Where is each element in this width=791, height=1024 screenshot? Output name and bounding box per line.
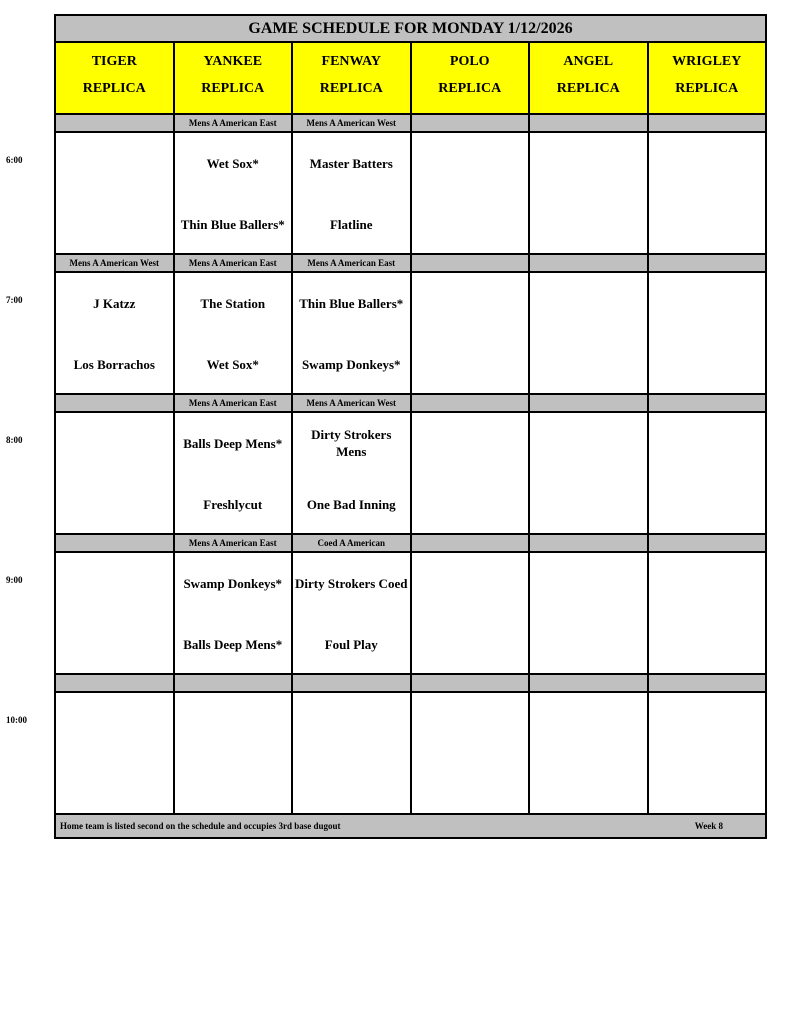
game-cell [175,553,294,673]
home-team: Freshlycut [203,496,263,512]
home-team: Balls Deep Mens* [183,636,283,652]
division-label [649,675,766,691]
division-label [530,255,649,271]
game-row [56,553,765,675]
field-subtitle: REPLICA [319,81,383,96]
division-label: Coed A American [293,535,412,551]
division-label [649,535,766,551]
away-team [530,563,647,603]
game-cell [530,553,649,673]
division-label [530,535,649,551]
home-team [530,204,647,244]
game-cell [412,413,531,533]
game-cell [56,133,175,253]
home-team [175,764,292,804]
away-team [293,703,410,743]
footer-band [56,815,765,837]
division-label: Mens A American West [293,115,412,131]
game-cell [56,553,175,673]
home-team-note: Home team is listed second on the schedule and occupies 3rd base dugout [60,821,341,831]
away-team [412,143,529,183]
away-team: Swamp Donkeys* [183,575,283,591]
game-cell [175,273,294,393]
game-cell [293,693,412,813]
division-row [56,535,765,553]
home-team [412,344,529,384]
game-cell [175,693,294,813]
division-label [293,675,412,691]
division-label [175,675,294,691]
division-label: Mens A American West [56,255,175,271]
game-row [56,413,765,535]
division-label [56,535,175,551]
field-subtitle: REPLICA [82,81,146,96]
home-team: Flatline [329,216,373,232]
field-header-yankee [175,43,294,113]
away-team [412,423,529,463]
home-team [530,484,647,524]
division-label [56,395,175,411]
away-team [530,143,647,183]
division-label: Mens A American West [293,395,412,411]
away-team [649,283,766,323]
home-team [649,344,766,384]
away-team [56,143,173,183]
away-team [649,703,766,743]
division-label: Mens A American East [293,255,412,271]
field-name: POLO [449,54,490,69]
division-label [530,675,649,691]
away-team [412,563,529,603]
division-label: Mens A American East [175,535,294,551]
away-team [530,423,647,463]
away-team: Thin Blue Ballers* [299,295,404,311]
home-team [56,764,173,804]
away-team: The Station [200,295,266,311]
game-row [56,693,765,815]
division-label [649,255,766,271]
away-team [412,283,529,323]
division-label: Mens A American East [175,115,294,131]
game-row [56,133,765,255]
home-team [530,344,647,384]
division-label [649,395,766,411]
division-label [56,115,175,131]
home-team [293,764,410,804]
field-subtitle: REPLICA [675,81,739,96]
field-name: TIGER [91,54,137,69]
home-team: One Bad Inning [306,496,396,512]
away-team [175,703,292,743]
division-label [530,395,649,411]
home-team: Foul Play [324,636,378,652]
division-label [412,535,531,551]
away-team [56,703,173,743]
home-team [56,484,173,524]
away-team: Dirty Strokers Mens [311,427,392,459]
division-label: Mens A American East [175,255,294,271]
away-team [649,423,766,463]
time-label: 7:00 [6,295,23,305]
field-name: YANKEE [203,54,263,69]
field-name: WRIGLEY [672,54,742,69]
game-cell [530,693,649,813]
game-cell [293,553,412,673]
time-label: 6:00 [6,155,23,165]
schedule-table [54,14,767,839]
field-header-fenway [293,43,412,113]
away-team: Wet Sox* [206,155,259,171]
home-team [412,624,529,664]
division-row [56,395,765,413]
division-row [56,255,765,273]
division-label [56,675,175,691]
field-header-row [56,43,765,115]
field-subtitle: REPLICA [438,81,502,96]
division-label: Mens A American East [175,395,294,411]
away-team [530,703,647,743]
home-team: Los Borrachos [73,356,155,372]
division-row [56,675,765,693]
home-team [530,624,647,664]
field-header-angel [530,43,649,113]
week-label: Week 8 [694,821,723,831]
away-team [412,703,529,743]
division-row [56,115,765,133]
time-label: 8:00 [6,435,23,445]
away-team [56,563,173,603]
home-team [412,204,529,244]
field-header-polo [412,43,531,113]
game-cell [649,693,766,813]
away-team: J Katzz [93,295,136,311]
home-team [530,764,647,804]
division-label [412,255,531,271]
field-name: FENWAY [321,54,381,69]
home-team [649,764,766,804]
home-team: Swamp Donkeys* [301,356,401,372]
away-team: Master Batters [309,155,393,171]
game-cell [56,693,175,813]
away-team [530,283,647,323]
away-team: Dirty Strokers Coed [295,575,408,591]
game-cell [175,413,294,533]
home-team [649,204,766,244]
game-cell [293,133,412,253]
game-cell [175,133,294,253]
game-cell [530,413,649,533]
division-label [649,115,766,131]
time-label: 10:00 [6,715,27,725]
game-cell [56,413,175,533]
game-cell [530,133,649,253]
away-team [649,143,766,183]
game-cell [649,273,766,393]
game-cell [649,553,766,673]
division-label [412,675,531,691]
schedule-title: GAME SCHEDULE FOR MONDAY 1/12/2026 [56,16,765,43]
game-cell [56,273,175,393]
away-team [649,563,766,603]
field-name: ANGEL [563,54,614,69]
game-cell [412,553,531,673]
home-team [56,204,173,244]
time-label: 9:00 [6,575,23,585]
field-header-wrigley [649,43,766,113]
game-cell [530,273,649,393]
division-label [412,115,531,131]
game-cell [412,133,531,253]
home-team [412,484,529,524]
game-cell [412,273,531,393]
game-cell [293,273,412,393]
away-team: Balls Deep Mens* [183,435,283,451]
game-cell [649,413,766,533]
home-team: Wet Sox* [206,356,259,372]
division-label [412,395,531,411]
division-label [530,115,649,131]
game-cell [293,413,412,533]
game-row [56,273,765,395]
game-cell [649,133,766,253]
field-header-tiger [56,43,175,113]
home-team [56,624,173,664]
field-subtitle: REPLICA [556,81,620,96]
home-team [649,484,766,524]
home-team [649,624,766,664]
home-team [412,764,529,804]
home-team: Thin Blue Ballers* [180,216,285,232]
field-subtitle: REPLICA [201,81,265,96]
away-team [56,423,173,463]
game-cell [412,693,531,813]
